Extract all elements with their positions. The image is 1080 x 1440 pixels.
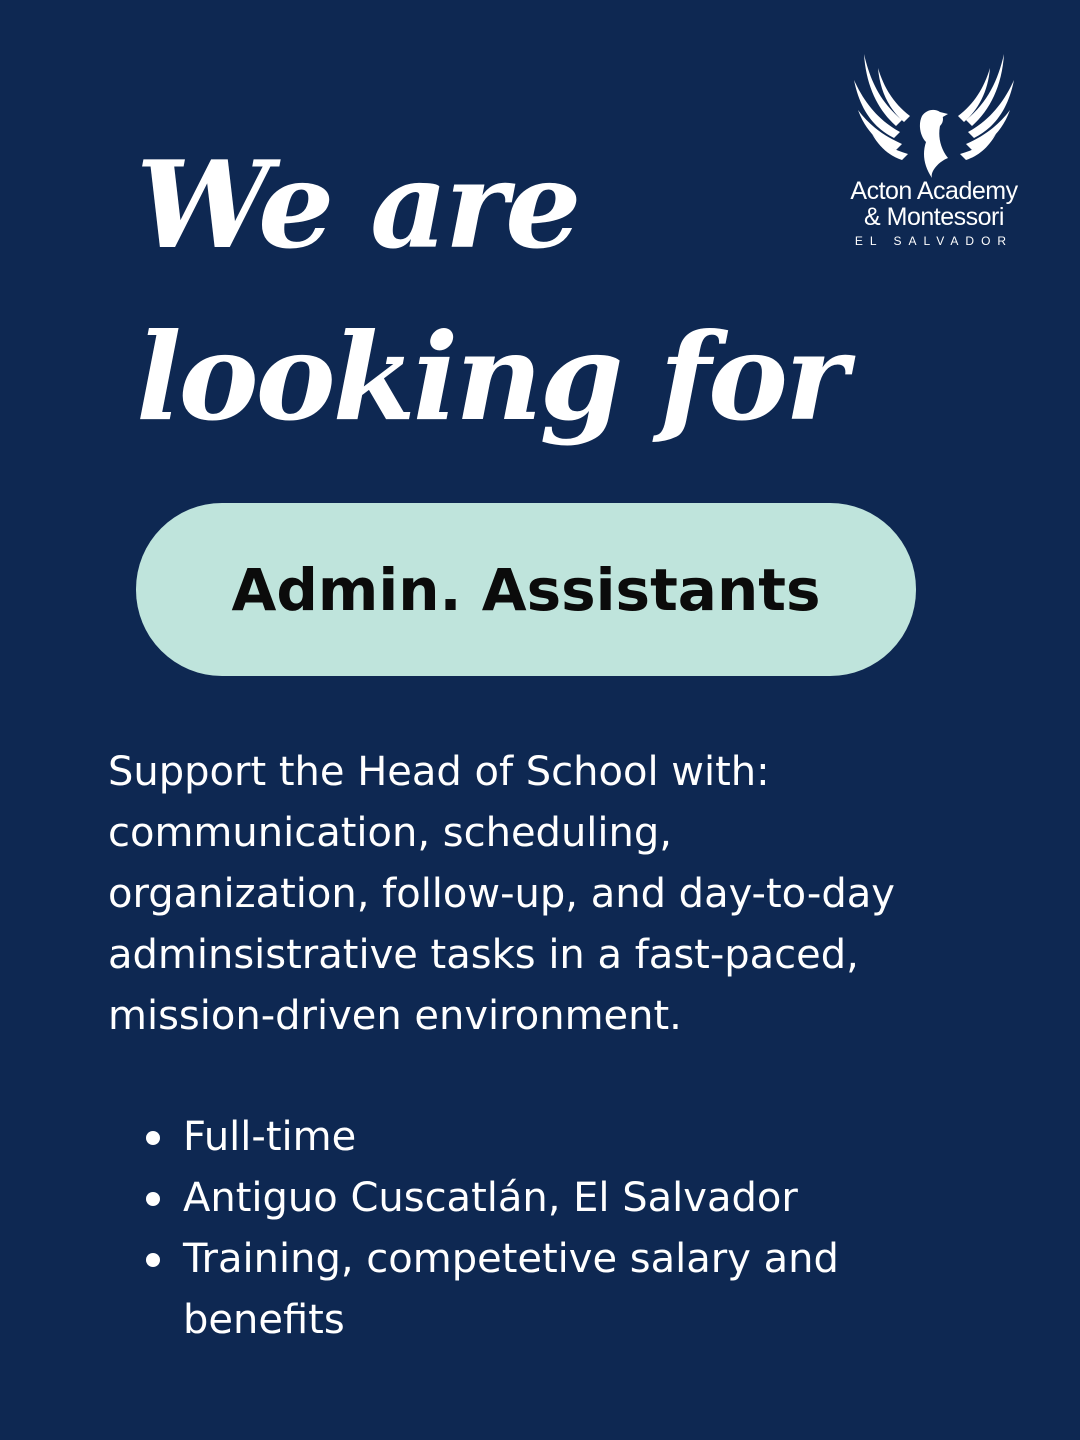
- description-line: adminsistrative tasks in a fast-paced,: [108, 932, 859, 978]
- description-line: communication, scheduling,: [108, 810, 672, 856]
- winged-phoenix-icon: [844, 50, 1024, 178]
- list-item-full-time: [140, 1107, 1000, 1168]
- list-item-benefits: [140, 1229, 1000, 1351]
- list-item-text: Antiguo Cuscatlán, El Salvador: [183, 1175, 798, 1221]
- list-item-text: Training, competetive salary and: [183, 1236, 839, 1282]
- description-line: organization, follow-up, and day-to-day: [108, 871, 895, 917]
- job-description: [108, 742, 1008, 1047]
- list-item-text-continued: benefits: [183, 1297, 345, 1343]
- headline-line-1: We are: [136, 135, 579, 276]
- school-logo: [832, 50, 1036, 260]
- logo-line-2: & Montessori: [864, 203, 1004, 231]
- list-item-text: Full-time: [183, 1114, 357, 1160]
- headline: [136, 120, 856, 464]
- position-title: Admin. Assistants: [231, 555, 821, 624]
- bullet-icon: [146, 1131, 160, 1145]
- list-item-location: [140, 1168, 1000, 1229]
- headline-line-2: looking for: [136, 307, 846, 448]
- logo-subtitle: EL SALVADOR: [854, 234, 1014, 248]
- job-details-list: [140, 1107, 1000, 1351]
- description-line: Support the Head of School with:: [108, 749, 770, 795]
- bullet-icon: [146, 1253, 160, 1267]
- bullet-icon: [146, 1192, 160, 1206]
- logo-line-1: Acton Academy: [850, 177, 1018, 205]
- description-line: mission-driven environment.: [108, 993, 682, 1039]
- position-badge: [136, 503, 916, 676]
